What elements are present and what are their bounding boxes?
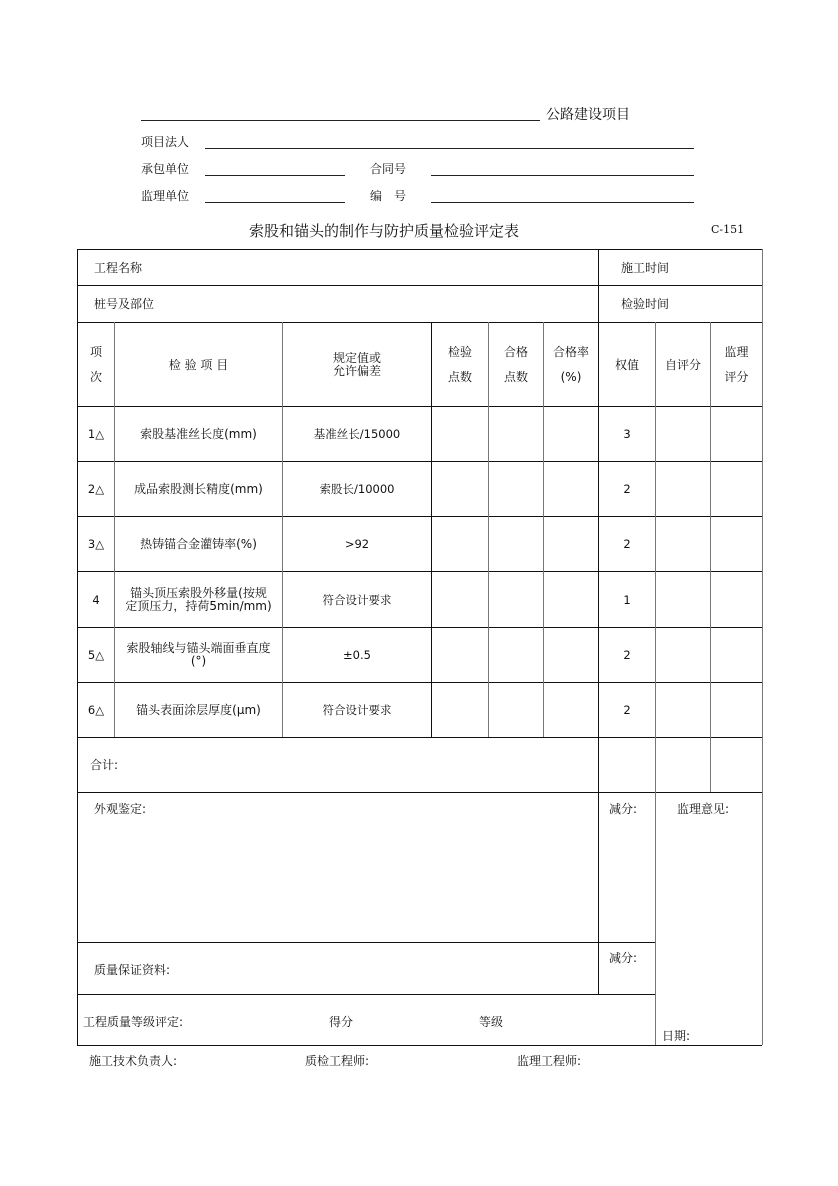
pass-rate-cell[interactable] [544,628,598,682]
project-name-value[interactable] [280,250,598,285]
check-points-cell[interactable] [432,683,488,737]
check-item-cell [115,683,282,737]
check-points-cell[interactable] [432,462,488,516]
col-header-text: 评分 [724,369,749,384]
self-score-cell[interactable] [656,683,710,737]
project-name-label: 工程名称 [94,260,143,275]
contract-no-field[interactable] [431,175,694,176]
station-label: 桩号及部位 [94,297,155,311]
check-item-text: 定顶压力，持荷5min/mm) [125,598,272,613]
inspection-time-label: 检验时间 [621,297,670,311]
tech-lead-signature-label: 施工技术负责人: [89,1054,178,1068]
pass-points-cell[interactable] [489,517,543,571]
serial-no-field[interactable] [431,202,694,203]
form-code: C-151 [711,223,745,236]
qc-engineer-signature-label: 质检工程师: [305,1054,370,1068]
pass-points-cell[interactable] [489,683,543,737]
col-line [598,792,599,994]
supervisor-score-cell[interactable] [711,572,762,627]
check-item-cell [115,517,282,571]
contractor-label: 承包单位 [141,162,190,176]
weight-cell: 2 [623,537,631,551]
item-no-cell: 2△ [87,482,105,496]
check-item-cell [115,572,282,627]
total-weight-cell[interactable] [599,738,655,792]
check-item-text: 锚头表面涂层厚度(μm) [136,702,261,717]
col-header-check-item: 检 验 项 目 [168,357,229,372]
supervisor-score-cell[interactable] [711,628,762,682]
self-score-cell[interactable] [656,462,710,516]
pass-points-cell[interactable] [489,628,543,682]
grade-label: 等级 [479,1015,504,1029]
weight-cell: 2 [623,703,631,717]
supervisor-unit-label: 监理单位 [141,189,190,203]
col-header-spec [283,323,431,406]
col-header-item-no [78,323,114,406]
construction-time-label: 施工时间 [621,260,670,275]
item-no-cell: 5△ [87,648,105,662]
contractor-field[interactable] [205,175,345,176]
score-label: 得分 [329,1015,354,1029]
col-header-check-points [432,323,488,406]
form-title: 索股和锚头的制作与防护质量检验评定表 [249,222,520,240]
appearance-label: 外观鉴定: [94,802,147,816]
col-header-text: 项 [89,344,102,359]
project-name-underline[interactable] [141,120,540,121]
weight-cell: 2 [623,482,631,496]
supervisor-score-cell[interactable] [711,683,762,737]
supervisor-score-cell[interactable] [711,462,762,516]
project-suffix: 公路建设项目 [546,107,630,123]
col-header-text: 允许偏差 [332,363,381,378]
check-item-text: 锚头顶压索股外移量(按规 [130,585,267,600]
check-item-cell [115,407,282,461]
col-header-text: (%) [560,369,582,384]
pass-rate-cell[interactable] [544,683,598,737]
col-header-text: 合格率 [552,344,589,359]
col-header-self-score: 自评分 [664,357,701,372]
spec-cell: ±0.5 [343,648,371,662]
pass-points-cell[interactable] [489,572,543,627]
date-label: 日期: [662,1029,691,1043]
serial-no-label: 编 号 [370,189,407,203]
row-line [77,942,655,943]
pass-points-cell[interactable] [489,407,543,461]
check-points-cell[interactable] [432,517,488,571]
deduction-label-1: 减分: [609,802,638,816]
deduction-label-2: 减分: [609,951,638,965]
pass-rate-cell[interactable] [544,462,598,516]
col-header-text: 规定值或 [332,350,381,365]
supervisor-opinion-label: 监理意见: [677,802,730,816]
item-no-cell: 6△ [87,703,105,717]
check-item-text: 索股基准丝长度(mm) [140,426,257,441]
spec-cell: 索股长/10000 [319,482,395,496]
self-score-cell[interactable] [656,407,710,461]
self-score-cell[interactable] [656,517,710,571]
contract-no-label: 合同号 [370,162,407,176]
self-score-cell[interactable] [656,628,710,682]
col-header-text: 点数 [447,369,472,384]
total-label: 合计: [90,758,119,772]
col-header-supervisor-score [711,323,762,406]
weight-cell: 2 [623,648,631,662]
self-score-cell[interactable] [656,572,710,627]
check-item-text: (°) [190,654,207,668]
check-item-text: 热铸锚合金灌铸率(%) [140,536,257,551]
check-points-cell[interactable] [432,628,488,682]
weight-cell: 1 [623,592,631,607]
col-header-text: 点数 [503,369,528,384]
spec-cell: 符合设计要求 [322,592,392,607]
spec-cell: 基准丝长/15000 [313,427,401,441]
table-border-bottom [77,1045,762,1046]
quality-docs-label: 质量保证资料: [94,963,171,977]
station-value[interactable] [280,286,598,322]
col-header-weight: 权值 [614,357,639,372]
weight-cell: 3 [623,427,631,441]
check-item-cell [115,462,282,516]
col-header-text: 监理 [724,344,749,359]
spec-cell: >92 [344,537,370,551]
col-header-text: 次 [89,369,102,384]
appearance-field[interactable] [78,793,598,942]
row-line [77,994,655,995]
pass-rate-cell[interactable] [544,572,598,627]
supervisor-score-cell[interactable] [711,407,762,461]
pass-rate-cell[interactable] [544,517,598,571]
item-no-cell: 4 [92,592,100,607]
total-self-score-cell[interactable] [656,738,710,792]
project-owner-label: 项目法人 [141,135,190,149]
check-item-text: 成品索股测长精度(mm) [134,481,263,496]
total-supervisor-score-cell[interactable] [711,738,762,792]
item-no-cell: 3△ [87,537,105,551]
pass-points-cell[interactable] [489,462,543,516]
check-points-cell[interactable] [432,572,488,627]
project-owner-field[interactable] [205,148,694,149]
pass-rate-cell[interactable] [544,407,598,461]
col-header-text: 检验 [447,344,472,359]
item-no-cell: 1△ [87,427,105,441]
spec-cell: 符合设计要求 [322,703,392,717]
col-header-pass-points [489,323,543,406]
col-header-pass-rate [544,323,598,406]
grade-eval-label: 工程质量等级评定: [83,1015,184,1029]
check-points-cell[interactable] [432,407,488,461]
supervising-engineer-signature-label: 监理工程师: [517,1054,582,1068]
check-item-text: 索股轴线与锚头端面垂直度 [126,641,271,655]
check-item-cell [115,628,282,682]
supervisor-unit-field[interactable] [205,202,345,203]
table-border-right [762,249,763,1045]
col-header-text: 合格 [503,344,528,359]
supervisor-score-cell[interactable] [711,517,762,571]
